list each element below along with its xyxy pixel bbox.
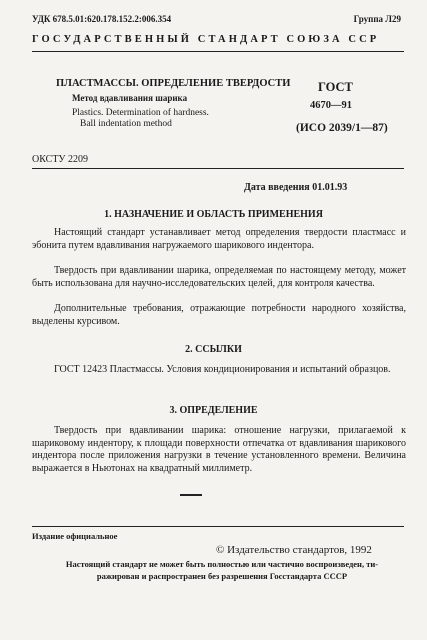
document-title: ПЛАСТМАССЫ. ОПРЕДЕЛЕНИЕ ТВЕРДОСТИ bbox=[56, 78, 291, 89]
document-title-english: Plastics. Determination of hardness. bbox=[72, 108, 209, 118]
paragraph: Твердость при вдавливании шарика: отношение нагрузки, прилагаемой к шариковому индентору, к площади поверхности отпечатка от вдавливания шарикового индентора после приложения нагрузки в течение установленного времени. Величина выражается в Ньютонах на квадратный миллиметр. bbox=[32, 425, 406, 474]
footer-rule bbox=[32, 526, 404, 527]
udk-code: УДК 678.5.01:620.178.152.2:006.354 bbox=[32, 14, 172, 24]
section-title-references: 2. ССЫЛКИ bbox=[185, 344, 242, 355]
gost-number: 4670—91 bbox=[310, 100, 352, 111]
copy-notice-line: ражирован и распространен без разрешения Госстандарта СССР bbox=[96, 571, 348, 581]
okstu-rule bbox=[32, 168, 404, 169]
paragraph: Дополнительные требования, отражающие потребности народного хозяйства, выделены курсивом. bbox=[32, 303, 406, 327]
effective-date: Дата введения 01.01.93 bbox=[244, 182, 348, 193]
document-subtitle: Метод вдавливания шарика bbox=[72, 93, 188, 103]
document-subtitle-english: Ball indentation method bbox=[80, 119, 172, 129]
section-title-scope: 1. НАЗНАЧЕНИЕ И ОБЛАСТЬ ПРИМЕНЕНИЯ bbox=[104, 209, 323, 220]
copy-notice-line: Настоящий стандарт не может быть полностью или частично воспроизведен, ти- bbox=[65, 559, 379, 569]
group-code: Группа Л29 bbox=[353, 14, 401, 24]
copyright: © Издательство стандартов, 1992 bbox=[216, 544, 372, 556]
end-mark bbox=[180, 494, 202, 496]
paragraph: ГОСТ 12423 Пластмассы. Условия кондиционирования и испытаний образцов. bbox=[54, 364, 391, 375]
edition-label: Издание официальное bbox=[32, 531, 118, 541]
header-rule bbox=[32, 51, 404, 52]
okstu-code: ОКСТУ 2209 bbox=[32, 154, 89, 165]
paragraph: Твердость при вдавливании шарика, определяемая по настоящему методу, может быть использована для научно-исследовательских целей, для контроля качества. bbox=[32, 265, 406, 289]
paragraph: Настоящий стандарт устанавливает метод определения твердости пластмасс и эбонита путем вдавливания нагружаемого шарикового индентора. bbox=[32, 227, 406, 251]
standard-title: ГОСУДАРСТВЕННЫЙ СТАНДАРТ СОЮЗА ССР bbox=[32, 34, 380, 45]
iso-number: (ИСО 2039/1—87) bbox=[296, 122, 388, 134]
section-title-definition: 3. ОПРЕДЕЛЕНИЕ bbox=[169, 405, 258, 416]
gost-label: ГОСТ bbox=[318, 80, 353, 94]
